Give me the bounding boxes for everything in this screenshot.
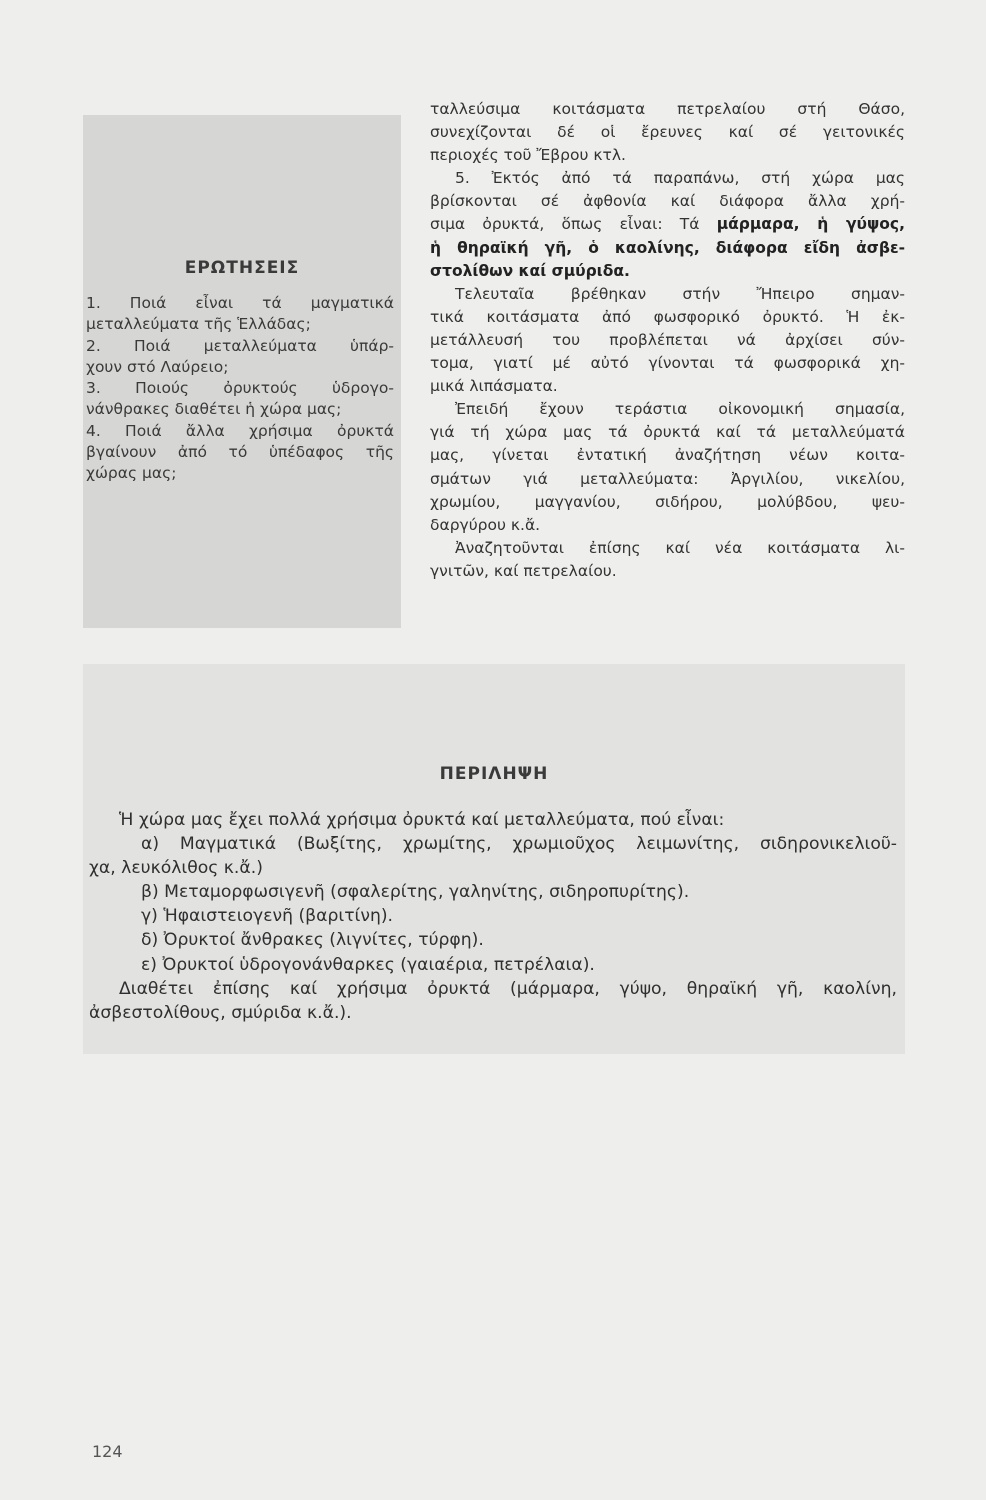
text-line bbox=[430, 260, 905, 283]
text-line: περιοχές τοῦ Ἔβρου κτλ. bbox=[430, 146, 626, 165]
question-line: 4. Ποιά ἄλλα χρήσιμα ὀρυκτά bbox=[86, 421, 394, 440]
summary-line: Ἡ χώρα μας ἔχει πολλά χρήσιμα ὀρυκτά καί μεταλλεύματα, πού εἶναι: bbox=[119, 810, 725, 830]
summary-line: Διαθέτει ἐπίσης καί χρήσιμα ὀρυκτά (μάρμαρα, γύψο, θηραϊκή γῆ, καολίνη, bbox=[119, 978, 897, 999]
summary-line: ε) Ὀρυκτοί ὑδρογονάνθαρκες (γαιαέρια, πετρέλαια). bbox=[141, 954, 595, 975]
text-line: Τελευταῖα βρέθηκαν στήν Ἤπειρο σημαν- bbox=[455, 284, 905, 303]
summary-body bbox=[89, 808, 897, 1025]
bold-text: μάρμαρα, ἡ γύψος, bbox=[716, 215, 906, 234]
question-line: 1. Ποιά εἶναι τά μαγματικά bbox=[86, 294, 394, 312]
bold-text: ἡ θηραϊκή γῆ, ὁ καολίνης, διάφορα εἴδη ἀσβε- bbox=[430, 238, 905, 257]
text-line: χρωμίου, μαγγανίου, σιδήρου, μολύβδου, ψευ- bbox=[430, 492, 905, 511]
summary-line: χα, λευκόλιθος κ.ἄ.) bbox=[89, 858, 263, 879]
text-line: Ἀναζητοῦνται ἐπίσης καί νέα κοιτάσματα λι- bbox=[455, 538, 905, 557]
text-line: μας, γίνεται ἐντατική ἀναζήτηση νέων κοιτα- bbox=[430, 446, 905, 465]
text-line: 5. Ἐκτός ἀπό τά παραπάνω, στή χώρα μας bbox=[455, 169, 905, 188]
text-line: τομα, γιατί μέ αὐτό γίνονται τά φωσφορικά χη- bbox=[430, 354, 905, 373]
summary-line: δ) Ὀρυκτοί ἄνθρακες (λιγνίτες, τύρφη). bbox=[141, 930, 484, 951]
text-line: ταλλεύσιμα κοιτάσματα πετρελαίου στή Θάσο, bbox=[430, 100, 905, 118]
summary-line: β) Μεταμορφωσιγενῆ (σφαλερίτης, γαληνίτης, σιδηροπυρίτης). bbox=[141, 882, 690, 903]
page-number: 124 bbox=[92, 1442, 123, 1461]
questions-list bbox=[86, 293, 394, 485]
question-line: βγαίνουν ἀπό τό ὑπέδαφος τῆς bbox=[86, 443, 394, 462]
text-line: δαργύρου κ.ἄ. bbox=[430, 515, 541, 534]
questions-box bbox=[83, 115, 401, 628]
text-line bbox=[430, 237, 905, 260]
question-line: μεταλλεύματα τῆς Ἑλλάδας; bbox=[86, 315, 311, 334]
question-line: 2. Ποιά μεταλλεύματα ὑπάρ- bbox=[86, 336, 394, 355]
bold-text: στολίθων καί σμύριδα. bbox=[430, 261, 630, 280]
text-line: σμάτων γιά μεταλλεύματα: Ἀργιλίου, νικελίου, bbox=[430, 469, 905, 488]
text-line: τικά κοιτάσματα ἀπό φωσφορικό ὀρυκτό. Ἡ ἐκ- bbox=[430, 307, 905, 326]
questions-title: ΕΡΩΤΗΣΕΙΣ bbox=[184, 258, 300, 278]
main-text-column bbox=[430, 98, 905, 583]
question-line: νάνθρακες διαθέτει ἡ χώρα μας; bbox=[86, 400, 342, 419]
text-fragment: σιμα ὀρυκτά, ὅπως εἶναι: Τά bbox=[430, 215, 717, 234]
summary-box bbox=[83, 664, 905, 1054]
text-line: γνιτῶν, καί πετρελαίου. bbox=[430, 561, 617, 580]
question-line: 3. Ποιούς ὀρυκτούς ὑδρογο- bbox=[86, 379, 394, 398]
question-line: χώρας μας; bbox=[86, 464, 177, 483]
summary-title: ΠΕΡΙΛΗΨΗ bbox=[439, 764, 549, 784]
summary-line: γ) Ἡφαιστειογενῆ (βαριτίνη). bbox=[141, 906, 394, 927]
question-line: χουν στό Λαύρειο; bbox=[86, 357, 229, 376]
summary-line: ἀσβεστολίθους, σμύριδα κ.ἄ.). bbox=[89, 1002, 352, 1023]
summary-line: α) Μαγματικά (Βωξίτης, χρωμίτης, χρωμιοῦχος λειμωνίτης, σιδηρονικελιοῦ- bbox=[141, 834, 897, 855]
text-line: βρίσκονται σέ ἀφθονία καί διάφορα ἄλλα χρή- bbox=[430, 192, 905, 211]
text-line: γιά τή χώρα μας τά ὀρυκτά καί τά μεταλλεύματά bbox=[430, 423, 905, 442]
text-line: μετάλλευσή του προβλέπεται νά ἀρχίσει σύν- bbox=[430, 330, 905, 349]
text-line: συνεχίζονται δέ οἱ ἔρευνες καί σέ γειτονικές bbox=[430, 123, 905, 142]
text-line: μικά λιπάσματα. bbox=[430, 377, 558, 396]
text-line bbox=[430, 213, 905, 236]
text-line: Ἐπειδή ἔχουν τεράστια οἰκονομική σημασία, bbox=[455, 400, 905, 419]
